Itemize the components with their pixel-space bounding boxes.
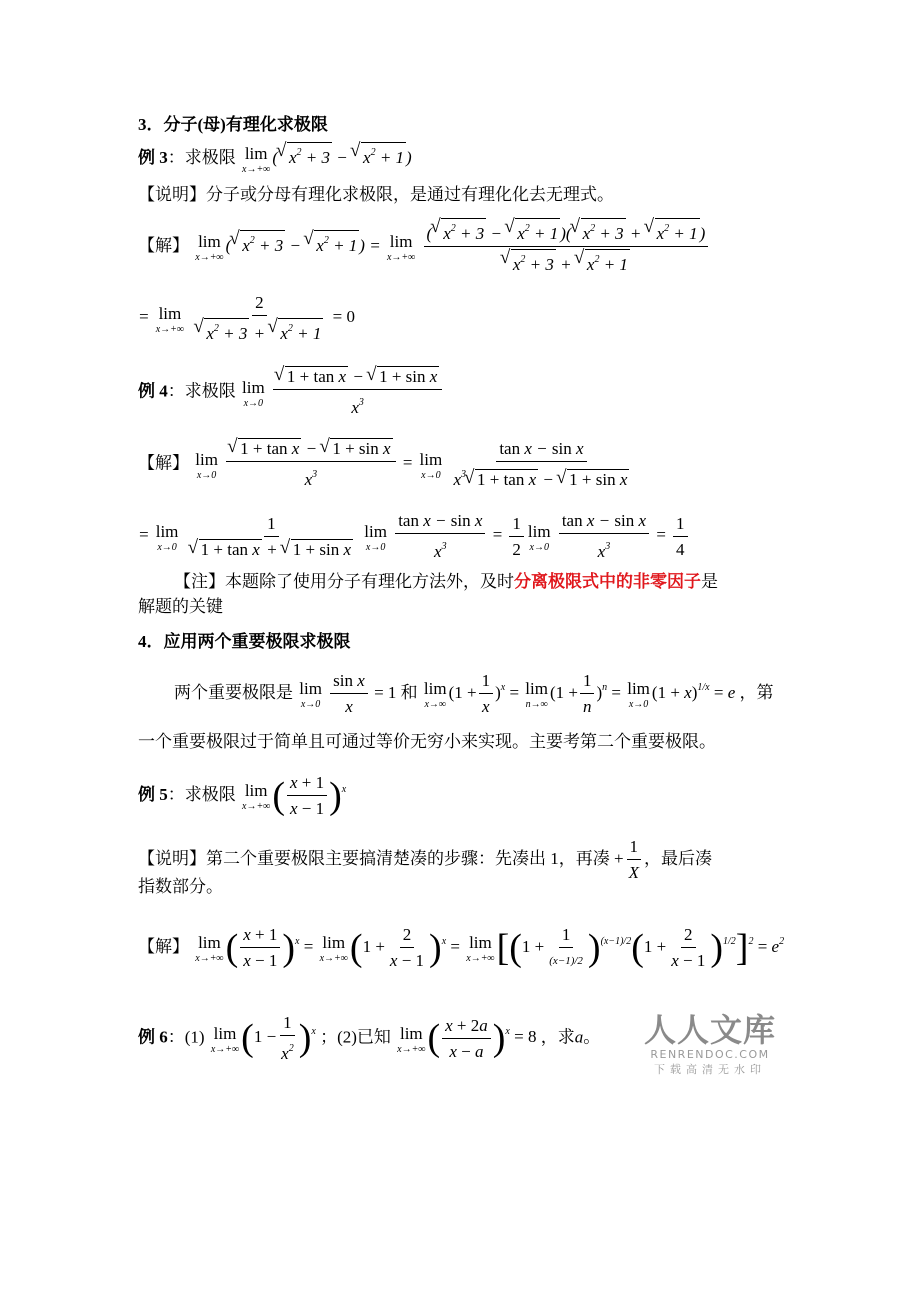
example-5-statement: 例 5：求极限 lim x→+∞ ( $\frac{x + 1}{x - 1}$ )$^x$	[138, 773, 347, 818]
example-5-solution	[138, 924, 784, 972]
example-5-note-line2: 指数部分。	[138, 877, 223, 896]
section-4-title: 4．应用两个重要极限求极限	[138, 632, 351, 651]
example-4-remark-line2: 解题的关键	[138, 597, 223, 616]
example-6-statement: 例 6：(1) lim x→+∞ (1 − $\frac{1}{x^2}$ )$^x$ ；(2)已知 lim x→+∞ ( $\frac{x + 2a}{x - a}$ )$^x$ = 8 ，求a。	[138, 1013, 601, 1063]
watermark-subtitle: 下载高清无水印	[654, 1063, 766, 1076]
example-3-solution-line1	[138, 218, 710, 276]
watermark-logo	[640, 1012, 780, 1077]
example-3-statement: 例 3：求极限 lim x→+∞ (√ $x^2 + 3$ − √ $x^2 + 1$ )	[138, 142, 412, 175]
important-limits-formula: lim x→0 $\frac{\text{sin x}}{x}$ = 1	[299, 671, 397, 716]
example-4-formula: lim x→0 √ $\frac{\text{1 + tan x − √ 1 + sin x}}{x^3}$	[240, 381, 444, 400]
watermark-url: RENRENDOC.COM	[650, 1048, 770, 1061]
example-4-remark: 【注】本题除了使用分子有理化方法外，及时分离极限式中的非零因子是	[174, 572, 718, 591]
section-3-title: 3．分子(母)有理化求极限	[138, 115, 328, 134]
example-3-label: 例 3	[138, 148, 168, 167]
example-4-statement: 例 4：求极限 lim x→0 √ $\frac{\text{1 + tan x − √ 1 + sin x}}{x^3}$	[138, 366, 444, 419]
example-5-formula: lim x→+∞ ( $\frac{x + 1}{x - 1}$ )$^x$	[242, 773, 347, 818]
example-4-solution-formula-2: = lim x→0 1 √ 1 + tan x + √ 1 + sin x lim x→0 $\frac{\text{tan x − sin x}}{x^3}$ = $\frac{1}{2}$ lim x→0 $\frac{\text{tan x − sin x}}{x^3}$ = $\frac{1}{4}$	[138, 525, 690, 544]
example-5-solution-formula: lim x→+∞ ( $\frac{x + 1}{x - 1}$ )$^x$ = lim x→+∞ (1 + $\frac{2}{x - 1}$ )$^x$ = lim x→+∞ [(1 + $\frac{1}{(x-1)/2}$ )$^{(x-1)/2}$(1 + $\frac{2}{x - 1}$ )$^{1/2}]^2 = e^2$	[195, 925, 785, 970]
example-3-solution-formula-2: = lim x→+∞ 2 √ $x^2 + 3$ + √ $x^2 + 1$ = 0	[138, 307, 355, 326]
section-4-intro-line2: 一个重要极限过于简单且可通过等价无穷小来实现。主要考第二个重要极限。	[138, 732, 716, 751]
example-6-formula-2: lim x→+∞ ( $\frac{x + 2a}{x - a}$ )$^x$ = 8	[397, 1015, 537, 1061]
example-3-solution-tag: 【解】	[138, 235, 189, 255]
example-6-formula-1: lim x→+∞ (1 − $\frac{1}{x^2}$ )$^x$	[210, 1013, 316, 1063]
watermark-title: 人人文库	[643, 1011, 776, 1049]
example-4-solution-line2	[138, 510, 690, 563]
example-6-label: 例 6	[138, 1027, 168, 1047]
example-4-solution-formula-1: lim x→0 √ $\frac{\text{1 + tan x − √ 1 + sin x}}{x^3}$ = lim x→0 $\frac{\text{tan x − sin x}}{x^3√ 1 + \tan x - √ 1 + \sin x}$	[193, 453, 634, 472]
example-4-label: 例 4	[138, 381, 168, 401]
example-3-formula: lim x→+∞ (√ $x^2 + 3$ − √ $x^2 + 1$ )	[240, 148, 412, 167]
example-4-solution-line1	[138, 438, 634, 491]
highlighted-key-phrase: 分离极限式中的非零因子	[514, 572, 701, 591]
example-5-solution-tag: 【解】	[138, 936, 189, 956]
example-3-solution-line2	[138, 292, 355, 345]
example-3-solution-formula-1: lim x→+∞ (√ $x^2 + 3$ − √ $x^2 + 1$ ) = lim x→+∞ (√ $x^2 + 3$ − √ $x^2 + 1$ )(√ $x^2 + 3$ + √ $x^2 + 1$ ) √ $x^2 + 3$ + √ $x^2 + 1$	[193, 236, 710, 255]
example-4-solution-tag: 【解】	[138, 453, 189, 473]
example-3-note: 【说明】分子或分母有理化求极限，是通过有理化化去无理式。	[138, 185, 614, 204]
example-5-note: 【说明】第二个重要极限主要搞清楚凑的步骤：先凑出 1，再凑 + $\frac{1}{X}$ ，最后凑	[138, 837, 712, 882]
example-5-label: 例 5	[138, 784, 168, 804]
section-4-intro: 两个重要极限是 lim x→0 $\frac{\text{sin x}}{x}$ = 1 和 lim x→∞ (1 + $\frac{1}{x}$ )$^x$ = lim n→∞ (1 + $\frac{1}{n}$ )$^n$ = lim x→0 $(1 + x)^{1/x} = e$ ，第	[174, 671, 774, 716]
